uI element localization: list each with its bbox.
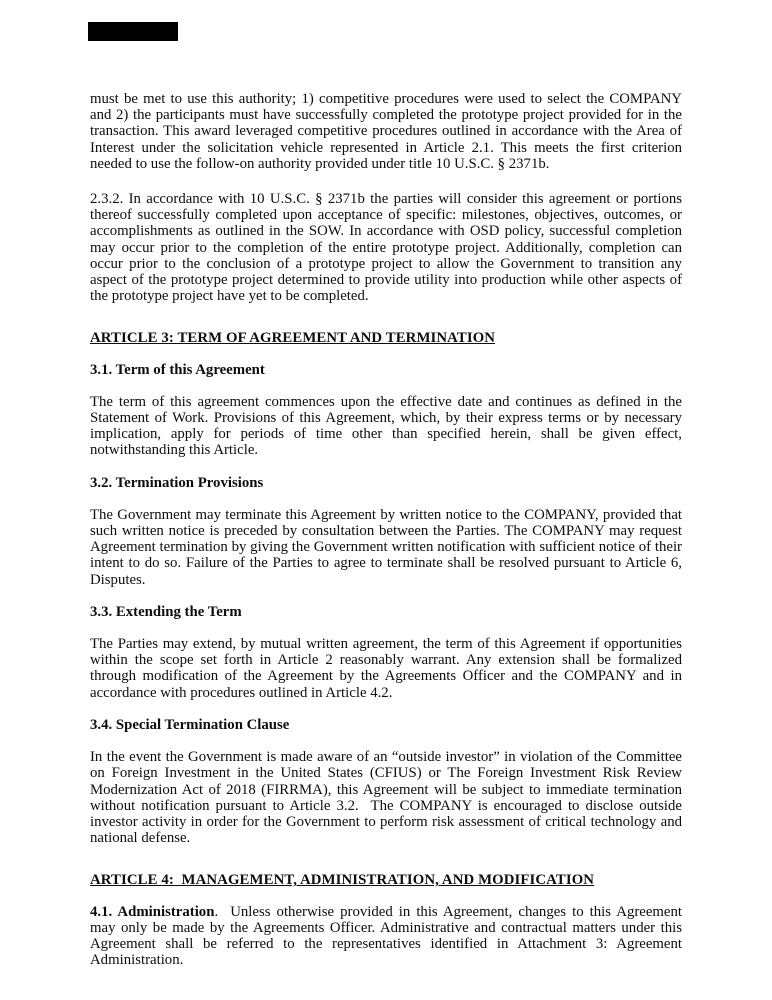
section-3-2-heading: 3.2. Termination Provisions	[90, 474, 264, 491]
document-body	[90, 91, 682, 984]
redaction-bar	[88, 22, 178, 41]
paragraph-3-1: The term of this agreement commences upon the effective date and continues as defined in the Statement of Work. Provisions of this Agreement, which, by their express terms or by necessary implication, apply for periods of time other than specified herein, shall be given effect, notwithstanding this Article.	[90, 393, 682, 459]
paragraph-follow-on-authority: must be met to use this authority; 1) competitive procedures were used to select the COMPANY and 2) the participants must have successfully completed the prototype project provided for in the transaction. This award leveraged competitive procedures outlined in accordance with the Area of Interest under the solicitation vehicle represented in Article 2.1. This meets the first criterion needed to use the follow-on authority provided under title 10 U.S.C. § 2371b.	[90, 91, 682, 172]
paragraph-3-3: The Parties may extend, by mutual written agreement, the term of this Agreement if opportunities within the scope set forth in Article 2 reasonably warrant. Any extension shall be formalized through modification of the Agreement by the Agreements Officer and the COMPANY and in accordance with procedures outlined in Article 4.2.	[90, 636, 682, 701]
section-3-4-heading: 3.4. Special Termination Clause	[90, 716, 290, 733]
paragraph-4-1	[90, 904, 682, 969]
article-3-heading: ARTICLE 3: TERM OF AGREEMENT AND TERMINATION	[90, 330, 496, 347]
section-3-1-heading: 3.1. Term of this Agreement	[90, 361, 265, 378]
paragraph-2-3-2: 2.3.2. In accordance with 10 U.S.C. § 2371b the parties will consider this agreement or portions thereof successfully completed upon acceptance of specific: milestones, objectives, outcomes, or accomplishments as outlined in the SOW. In accordance with OSD policy, successful completion may occur prior to the completion of the entire prototype project. Additionally, completion can occur prior to the conclusion of a prototype project to allow the Government to transition any aspect of the prototype project determined to provide utility into production while other aspects of the prototype project have yet to be completed.	[90, 191, 682, 305]
article-4-heading: ARTICLE 4: MANAGEMENT, ADMINISTRATION, AND MODIFICATION	[90, 872, 595, 889]
paragraph-4-1-text: . Unless otherwise provided in this Agreement, changes to this Agreement may only be made by the Agreements Officer. Administrative and contractual matters under this Agreement shall be referred to the representatives identified in Attachment 3: Agreement Administration.	[90, 903, 682, 969]
paragraph-3-4: In the event the Government is made aware of an “outside investor” in violation of the Committee on Foreign Investment in the United States (CFIUS) or The Foreign Investment Risk Review Modernization Act of 2018 (FIRRMA), this Agreement will be subject to immediate termination without notification pursuant to Article 3.2. The COMPANY is encouraged to disclose outside investor activity in order for the Government to perform risk assessment of critical technology and national defense.	[90, 749, 682, 847]
section-3-3-heading: 3.3. Extending the Term	[90, 603, 242, 620]
section-4-1-lead: 4.1. Administration	[90, 903, 215, 920]
paragraph-3-2: The Government may terminate this Agreement by written notice to the COMPANY, provided that such written notice is preceded by consultation between the Parties. The COMPANY may request Agreement termination by giving the Government written notification with sufficient notice of their intent to do so. Failure of the Parties to agree to terminate shall be resolved pursuant to Article 6, Disputes.	[90, 506, 682, 588]
